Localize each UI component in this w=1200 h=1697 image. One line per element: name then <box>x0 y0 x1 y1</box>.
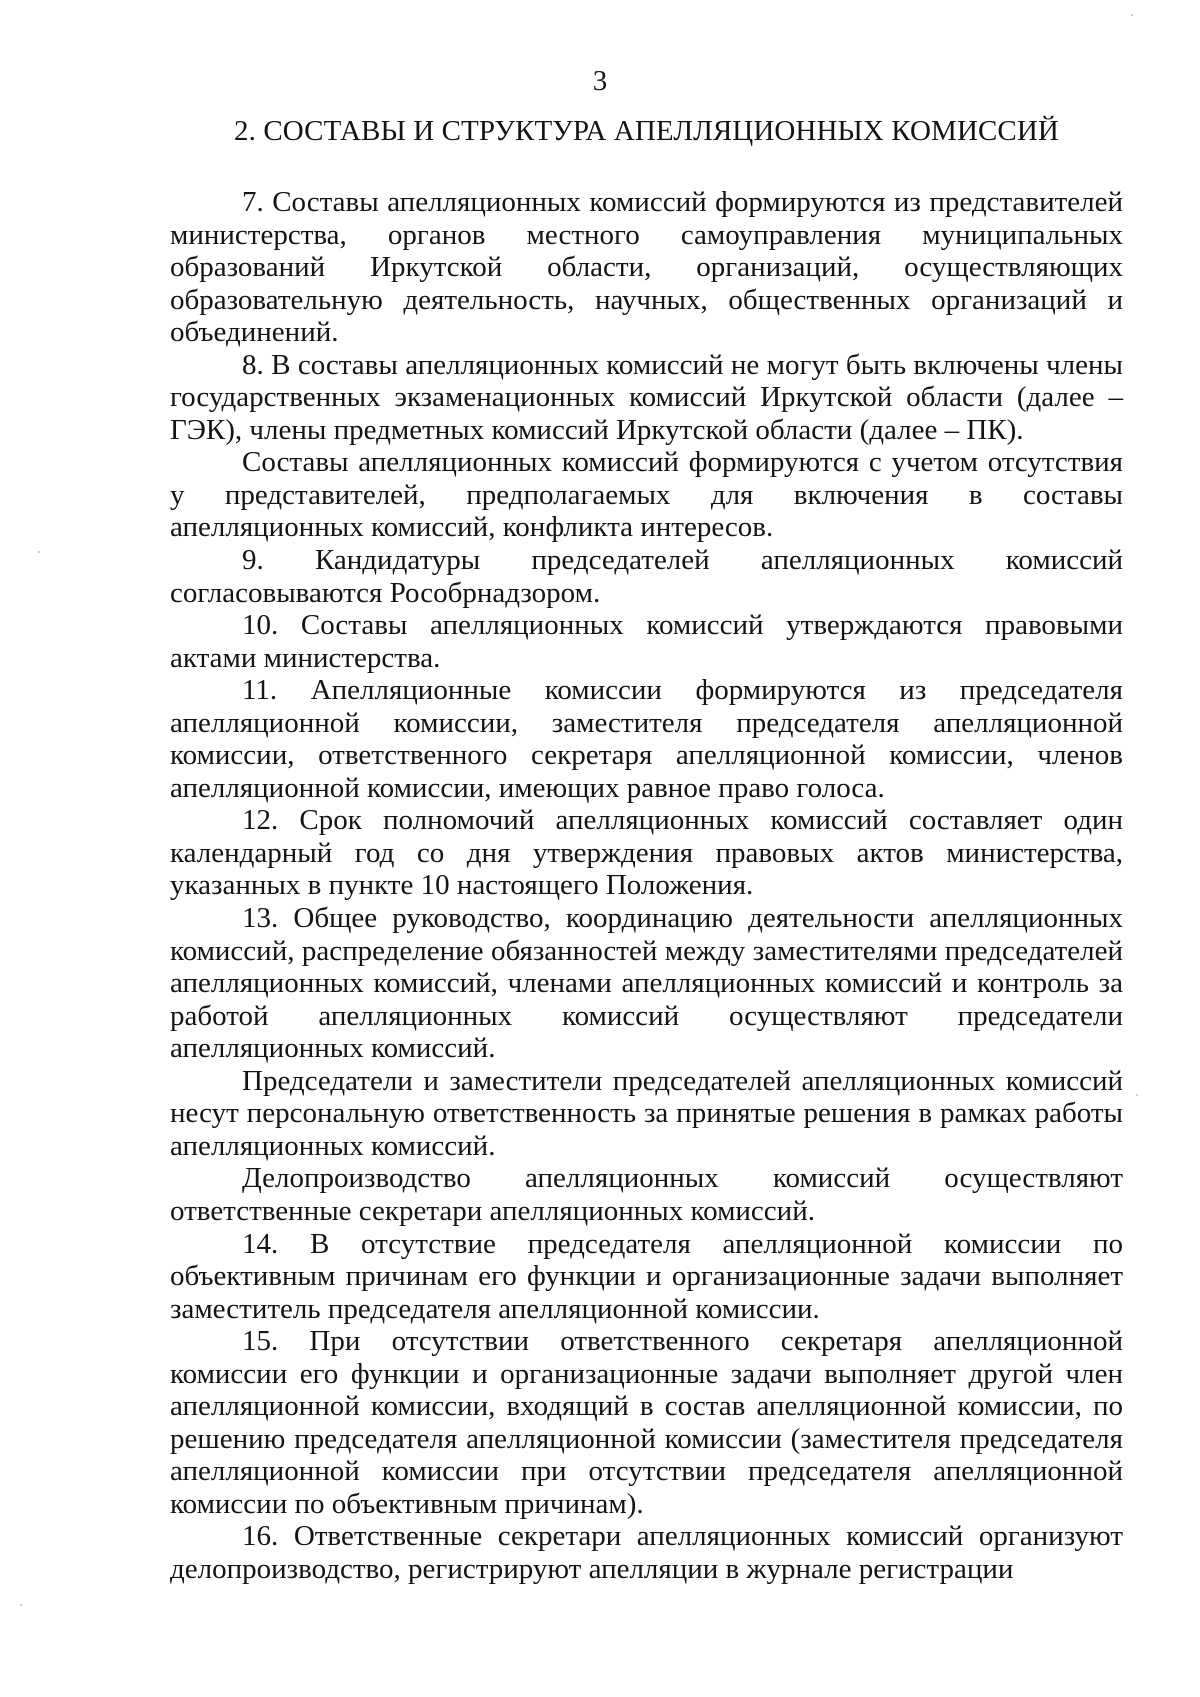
scan-speck <box>20 1604 22 1606</box>
section-heading: 2. СОСТАВЫ И СТРУКТУРА АПЕЛЛЯЦИОННЫХ КОМИССИЙ <box>234 115 1059 147</box>
paragraph-16: 16. Ответственные секретари апелляционных комиссий организуют делопроизводство, регистрируют апелляции в журнале регистрации <box>170 1520 1123 1585</box>
paragraph-14: 14. В отсутствие председателя апелляционной комиссии по объективным причинам его функции и организационные задачи выполняет заместитель председателя апелляционной комиссии. <box>170 1227 1123 1325</box>
scan-speck <box>38 551 40 553</box>
paragraph-11: 11. Апелляционные комиссии формируются из председателя апелляционной комиссии, заместителя председателя апелляционной комиссии, ответственного секретаря апелляционной комиссии, членов апелляционной комиссии, имеющих равное право голоса. <box>170 674 1123 804</box>
page-number: 3 <box>592 65 608 97</box>
paragraph-13-responsibility: Председатели и заместители председателей апелляционных комиссий несут персональную ответственность за принятые решения в рамках работы апелляционных комиссий. <box>170 1064 1123 1162</box>
paragraph-15: 15. При отсутствии ответственного секретаря апелляционной комиссии его функции и организационные задачи выполняет другой член апелляционной комиссии, входящий в состав апелляционной комиссии, по решению председателя апелляционной комиссии (заместителя председателя апелляционной комиссии при отсутствии председателя апелляционной комиссии по объективным причинам). <box>170 1325 1123 1520</box>
paragraph-8: 8. В составы апелляционных комиссий не могут быть включены члены государственных экзаменационных комиссий Иркутской области (далее – ГЭК), члены предметных комиссий Иркутской области (далее – ПК). <box>170 348 1123 446</box>
paragraph-13-records: Делопроизводство апелляционных комиссий осуществляют ответственные секретари апелляционных комиссий. <box>170 1162 1123 1227</box>
paragraph-7: 7. Составы апелляционных комиссий формируются из представителей министерства, органов местного самоуправления муниципальных образований Иркутской области, организаций, осуществляющих образовательную деятельность, научных, общественных организаций и объединений. <box>170 186 1123 349</box>
scan-speck <box>1131 14 1133 16</box>
paragraph-12: 12. Срок полномочий апелляционных комиссий составляет один календарный год со дня утверждения правовых актов министерства, указанных в пункте 10 настоящего Положения. <box>170 804 1123 902</box>
paragraph-8-continuation: Составы апелляционных комиссий формируются с учетом отсутствия у представителей, предполагаемых для включения в составы апелляционных комиссий, конфликта интересов. <box>170 446 1123 544</box>
paragraph-13: 13. Общее руководство, координацию деятельности апелляционных комиссий, распределение обязанностей между заместителями председателей апелляционных комиссий, членами апелляционных комиссий и контроль за работой апелляционных комиссий осуществляют председатели апелляционных комиссий. <box>170 902 1123 1065</box>
paragraph-10: 10. Составы апелляционных комиссий утверждаются правовыми актами министерства. <box>170 609 1123 674</box>
scan-speck <box>1136 1094 1138 1096</box>
paragraph-9: 9. Кандидатуры председателей апелляционных комиссий согласовываются Рособрнадзором. <box>170 544 1123 609</box>
document-body <box>170 186 1123 1586</box>
